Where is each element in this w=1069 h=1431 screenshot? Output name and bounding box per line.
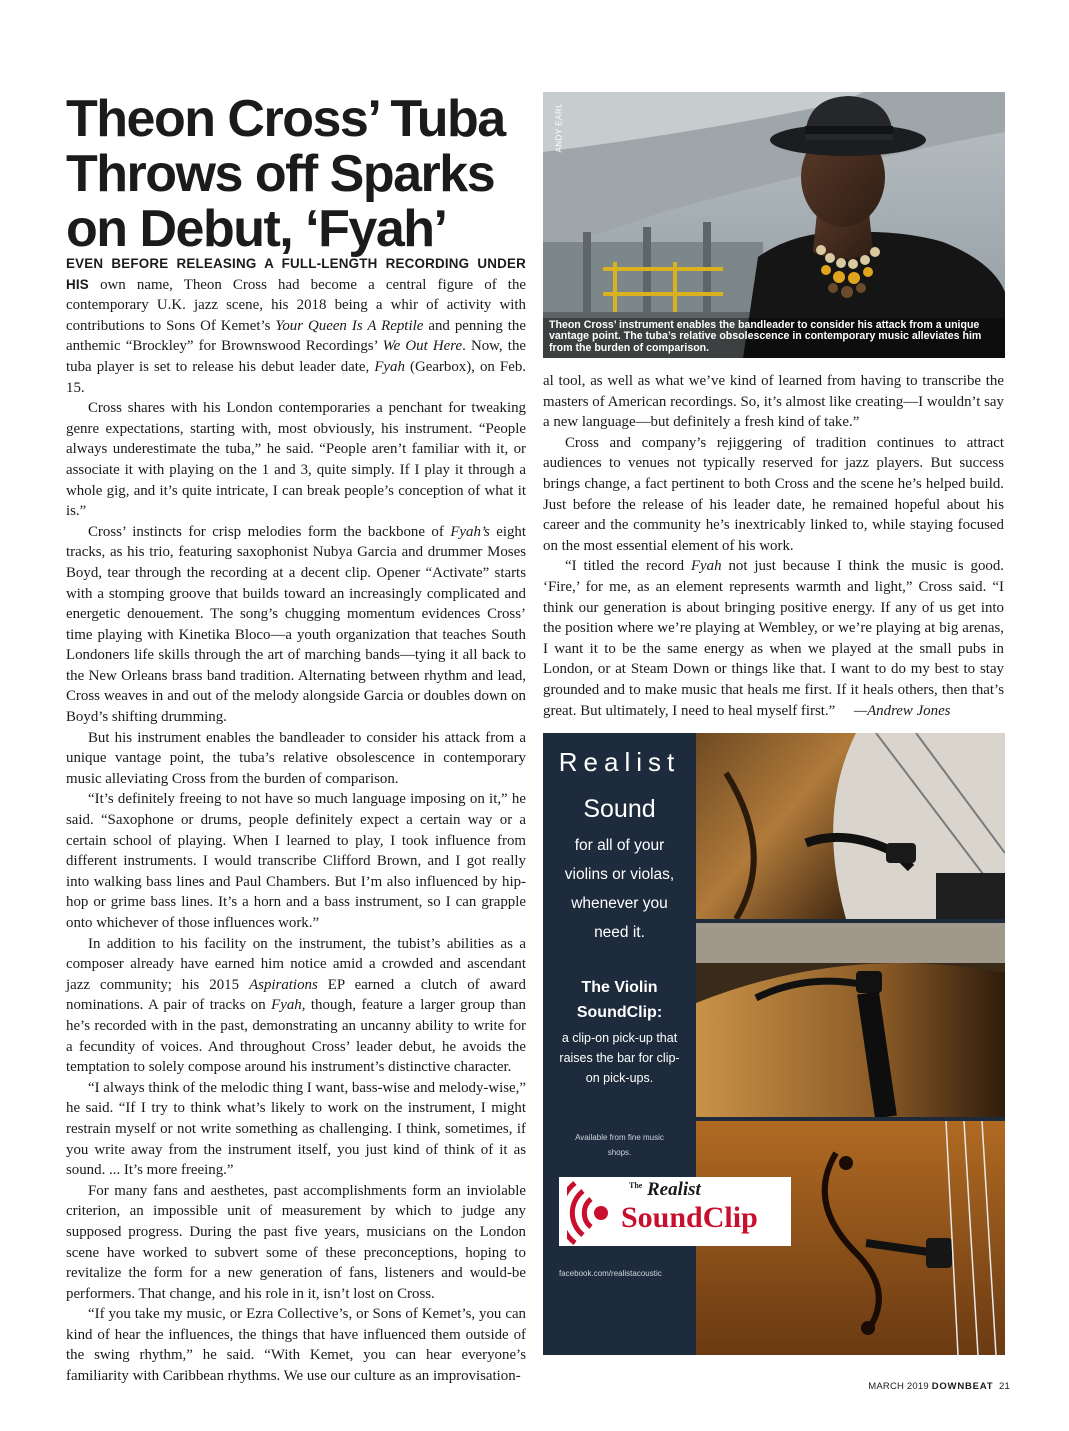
text-run: not just because I think the music is good. ‘Fire,’ for me, as an element represents warmth and light,” Cross said. “I think our generation is about bringing positive energy. If any of us get into the position where we’re playing at Wembley, or we’re playing at big arenas, I want it to be the same energy as when we played at the small pubs in London, or at Steam Down or things like that. I want to do my best to stay grounded and to make music that heals me first. If it heals others, then that’s great. But ultimately, I need to heal myself first.”	[543, 558, 1004, 719]
ad-availability: Available from fine music shops.	[575, 1133, 664, 1157]
article-paragraph-9-continued: al tool, as well as what we’ve kind of learned from having to transcribe the masters of American recordings. So, it’s almost like creating—I wouldn’t say a new language—but definitely a fresh kind of take.”	[543, 373, 1004, 431]
album-title: Fyah’s	[450, 523, 490, 540]
article-headline	[66, 92, 536, 257]
album-title: Fyah	[271, 997, 302, 1014]
ad-product-line-2: SoundClip:	[576, 1004, 663, 1021]
text-run: “I titled the record	[565, 558, 691, 575]
text-run: . Now, the tuba player is set to release his debut leader date,	[66, 338, 526, 375]
author-signoff: —Andrew Jones	[853, 702, 951, 719]
magazine-name: DOWNBEAT	[931, 1381, 994, 1392]
logo-soundclip-word: SoundClip	[621, 1201, 758, 1234]
ad-facebook-link: facebook.com/realistacoustic	[559, 1269, 662, 1278]
page-number: 21	[999, 1381, 1010, 1392]
text-run: Cross’ instincts for crisp melodies form the backbone of	[88, 523, 451, 540]
soundclip-advertisement	[543, 733, 1005, 1355]
photo-caption: Theon Cross’ instrument enables the bandleader to consider his attack from a unique vantage point. The tuba’s relative obsolescence in contemporary music alleviates him from the burden of comparison.	[549, 319, 982, 354]
album-title: Fyah	[374, 358, 405, 375]
article-paragraph-8: For many fans and aesthetes, past accomplishments form an inviolable criterion, an impossible unit of measurement by which to judge any supposed progress. During the past five years, musicians on the London scene have worked to subvert some of these preconceptions, hoping to revitalize the form for a new generation of fans, listeners and would-be performers. That change, and his role in it, isn’t lost on Cross.	[66, 1182, 526, 1302]
article-paragraph-9: “If you take my music, or Ezra Collective’s, or Sons of Kemet’s, you can kind of hear the influences, the things that have influenced them outside of the swing rhythm,” he said. “With Kemet, you can hear everyone’s familiarity with Caribbean rhythms. We use our culture as an improvisation-	[66, 1306, 526, 1385]
article-paragraph-4: But his instrument enables the bandleader to consider his attack from a unique vantage point, the tuba’s relative obsolescence in contemporary music alleviating Cross from the burden of comparison.	[66, 729, 526, 787]
text-run: (Gearbox), on Feb. 15.	[66, 358, 526, 396]
text-run: , though, feature a larger group than he’s recorded with in the past, demonstrating an uncanny ability to write for a fecundity of voices. And throughout Cross’ leader debut, he avoids the temptation to solely compose around his instrument’s distinctive character.	[66, 997, 526, 1076]
issue-date: MARCH 2019	[868, 1381, 929, 1392]
soundwave-logo-icon	[567, 1177, 627, 1246]
article-paragraph-11	[543, 556, 1004, 721]
ad-violin-photos	[696, 733, 1005, 1355]
article-column-right	[543, 371, 1004, 721]
text-run: eight tracks, as his trio, featuring saxophonist Nubya Garcia and drummer Moses Boyd, tear through the recording at a decent clip. Opener “Activate” starts with a stomping groove that builds toward an increasingly complicated and energetic denouement. The song’s chugging momentum evidences Cross’ time playing with Kinetika Bloco—a youth organization that teaches South Londoners life skills through the art of marching bands—tying it all back to the New Orleans brass band tradition. Alternating between rhythm and lead, Cross weaves in and out of the melody alongside Garcia or doubles down on Boyd’s shifting drumming.	[66, 523, 526, 726]
album-title: Your Queen Is A Reptile	[275, 317, 424, 334]
lead-in: EVEN BEFORE RELEASING A FULL-LENGTH RECORDING UNDER HIS	[66, 256, 526, 292]
article-paragraph-10: Cross and company’s rejiggering of tradition continues to attract audiences to venues not typically reserved for jazz players. But success brings change, a fact pertinent to both Cross and the scene he’s helped build. Just before the release of his leader date, he remained hopeful about his career and the community he’s inextricably linked to, while staying focused on the most essential element of his work.	[543, 434, 1004, 554]
page-footer	[820, 1381, 1010, 1392]
album-title: We Out Here	[382, 338, 463, 355]
album-title: Aspirations	[249, 976, 318, 993]
article-paragraph-6	[66, 934, 526, 1078]
article-paragraph-3	[66, 522, 526, 728]
violin-photo-collage	[696, 733, 1005, 1355]
text-run: own name, Theon Cross had become a central figure of the contemporary U.K. jazz scene, his 2018 being a whir of activity with contributions to Sons Of Kemet’s	[66, 276, 526, 334]
article-paragraph-5: “It’s definitely freeing to not have so much language imposing on it,” he said. “Saxophone or drums, people definitely expect a certain way or a certain school of playing. When I learned to play, I took influence from different instruments. I would transcribe Clifford Brown, and I got really into walking bass lines and Paul Chambers. But I’m also influenced by hip-hop or grime bass lines. It’s a horn and a bass instrument, so I can grapple onto whichever of those influences work.”	[66, 791, 526, 931]
album-title: Fyah	[690, 558, 722, 575]
logo-realist-word: Realist	[647, 1179, 701, 1200]
text-run: and penning the anthemic “Brockley” for Brownswood Recordings’	[66, 317, 526, 355]
article-paragraph-1	[66, 254, 526, 398]
article-paragraph-2: Cross shares with his London contemporaries a penchant for tweaking genre expectations, starting with, most obviously, his instrument. “People always underestimate the tuba,” he said. “People aren’t familiar with it, or associate it with playing on the 1 and 3, quite simply. If I play it through a whole gig, and it’s quite intricate, I can break people’s conception of what it is.”	[66, 400, 526, 520]
photo-credit: ANDY EARL	[554, 102, 564, 153]
ad-product-line-1: The Violin	[581, 979, 658, 996]
ad-realist-heading: Realist	[558, 747, 681, 777]
ad-description: a clip-on pick-up that raises the bar for clip-on pick-ups.	[559, 1031, 680, 1085]
logo-the-word: The	[629, 1181, 643, 1190]
ad-text-panel	[543, 733, 696, 1355]
ad-product-name	[543, 975, 696, 1025]
realist-soundclip-logo	[559, 1177, 791, 1246]
text-run: EP earned a clutch of award nominations. A pair of tracks on	[66, 976, 527, 1014]
ad-tagline: for all of your violins or violas, whenever you need it.	[564, 837, 675, 941]
ad-sound-heading: Sound	[583, 795, 656, 823]
headline-line-2: Throws off Sparks	[66, 145, 495, 203]
article-column-left	[66, 254, 526, 1387]
headline-line-1: Theon Cross’ Tuba	[66, 90, 505, 148]
headline-line-3: on Debut, ‘Fyah’	[66, 200, 447, 258]
article-paragraph-7: “I always think of the melodic thing I want, bass-wise and melody-wise,” he said. “If I try to think what’s likely to work on the instrument, I might restrain myself or not write something as challenging. I think, sometimes, if you write away from the instrument itself, you just kind of think of it as sound. ... It’s more freeing.”	[66, 1079, 526, 1179]
text-run: In addition to his facility on the instrument, the tubist’s abilities as a composer already have earned him notice amid a crowded and ascendant jazz community; his 2015	[66, 935, 526, 993]
